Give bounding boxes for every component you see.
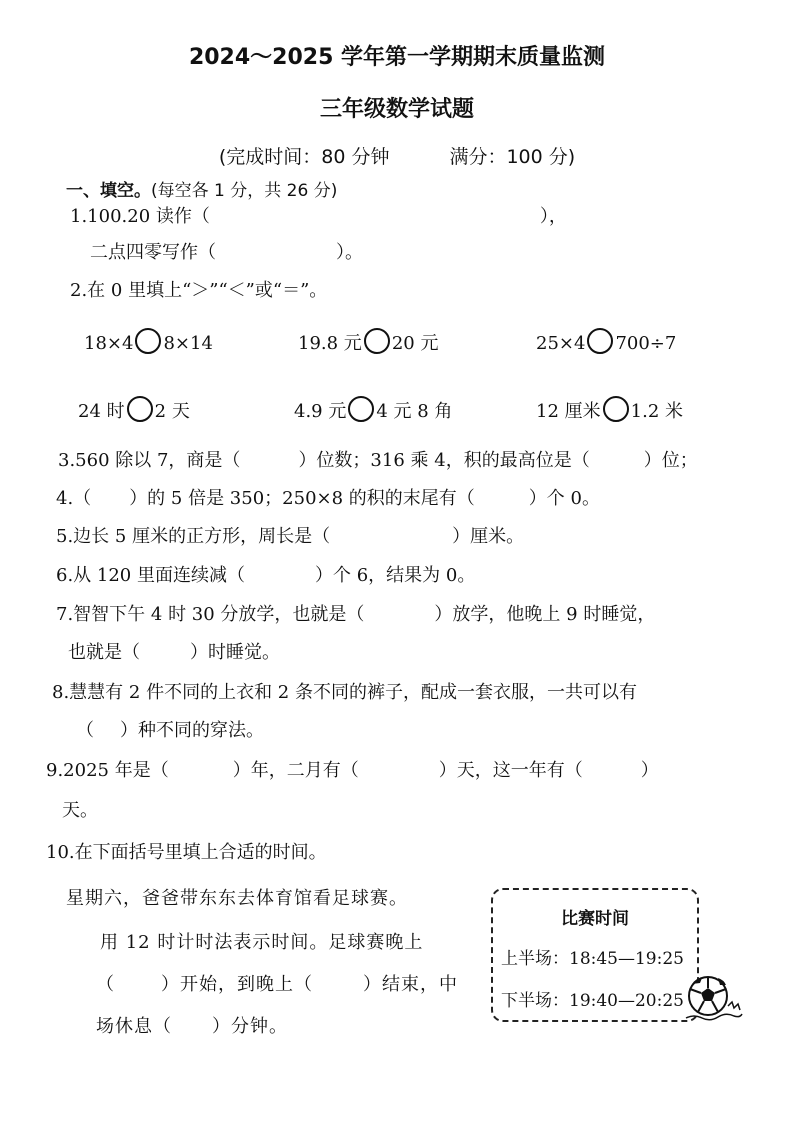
compare-circle[interactable]	[348, 396, 374, 422]
compare-circle[interactable]	[127, 396, 153, 422]
question-10: 10.在下面括号里填上合适的时间。	[46, 842, 327, 863]
compare-item	[536, 328, 676, 355]
q7-text-b: ）放学，他晚上 9 时睡觉，	[434, 604, 656, 625]
q4-text-a: 4.（	[56, 488, 92, 509]
q5-text-a: 5.边长 5 厘米的正方形，周长是（	[56, 526, 331, 547]
compare-left: 25×4	[536, 333, 586, 354]
q3-text-a: 3.560 除以 7，商是（	[58, 450, 241, 471]
question-8: 8.慧慧有 2 件不同的上衣和 2 条不同的裤子，配成一套衣服，一共可以有	[52, 682, 637, 703]
story-line-1: 星期六，爸爸带东东去体育馆看足球赛。	[66, 888, 408, 909]
q8-text-b: （	[76, 720, 94, 741]
question-9	[46, 760, 659, 782]
question-7b	[68, 642, 280, 664]
exam-info	[0, 142, 794, 169]
q7-text-a: 7.智智下午 4 时 30 分放学，也就是（	[56, 604, 365, 625]
time-limit: (完成时间：80 分钟	[218, 146, 390, 168]
compare-right: 20 元	[391, 333, 439, 354]
q4-text-b: ）的 5 倍是 350；250×8 的积的末尾有（	[129, 488, 475, 509]
question-3	[58, 450, 698, 472]
compare-item	[294, 396, 452, 423]
question-6	[56, 565, 475, 587]
question-4	[56, 488, 600, 510]
compare-item	[78, 396, 190, 423]
story4-a: 场休息（	[96, 1016, 172, 1037]
compare-right: 700÷7	[615, 333, 677, 354]
question-1a	[70, 206, 567, 228]
story3-a: （	[96, 974, 115, 995]
story-line-4	[96, 1016, 288, 1038]
q4-text-c: ）个 0。	[528, 488, 600, 509]
q9-text-d: ）	[640, 760, 659, 781]
compare-left: 24 时	[78, 401, 125, 422]
q1a-text: 1.100.20 读作（	[70, 206, 210, 227]
compare-item	[536, 396, 683, 423]
section-note: (每空各 1 分，共 26 分)	[151, 181, 338, 201]
question-7	[56, 604, 655, 626]
match-time-box	[491, 888, 699, 1022]
q9-text-c: ）天，这一年有（	[438, 760, 583, 781]
compare-item	[298, 328, 438, 355]
q1b-end: ）。	[336, 242, 363, 263]
compare-right: 1.2 米	[630, 401, 683, 422]
compare-circle[interactable]	[135, 328, 161, 354]
compare-right: 4 元 8 角	[376, 401, 453, 422]
compare-item	[84, 328, 213, 355]
section-heading	[66, 180, 337, 202]
exam-title: 2024～2025 学年第一学期期末质量监测	[188, 45, 606, 70]
q5-text-b: ）厘米。	[452, 526, 525, 547]
compare-left: 19.8 元	[298, 333, 362, 354]
compare-circle[interactable]	[603, 396, 629, 422]
question-8b	[76, 720, 264, 742]
q7-text-d: ）时睡觉。	[190, 642, 280, 663]
q1b-text: 二点四零写作（	[90, 242, 216, 263]
compare-circle[interactable]	[364, 328, 390, 354]
q3-text-c: ）位；	[643, 450, 698, 471]
q9-text-a: 9.2025 年是（	[46, 760, 169, 781]
compare-left: 4.9 元	[294, 401, 347, 422]
q3-text-b: ）位数；316 乘 4，积的最高位是（	[298, 450, 590, 471]
story3-b: ）开始，到晚上（	[161, 974, 313, 995]
exam-subtitle: 三年级数学试题	[319, 97, 474, 122]
q1a-end: ），	[539, 206, 567, 227]
compare-left: 18×4	[84, 333, 134, 354]
question-9b: 天。	[62, 800, 98, 821]
compare-circle[interactable]	[587, 328, 613, 354]
second-half-time: 下半场：19:40—20:25	[501, 991, 684, 1011]
q9-text-b: ）年，二月有（	[232, 760, 359, 781]
section-title: 一、填空。	[66, 181, 151, 201]
compare-right: 2 天	[154, 401, 190, 422]
compare-right: 8×14	[163, 333, 213, 354]
full-score: 满分：100 分)	[449, 146, 576, 168]
question-5	[56, 526, 524, 548]
question-1b	[90, 242, 363, 264]
story4-b: ）分钟。	[212, 1016, 288, 1037]
story3-c: ）结束，中	[363, 974, 458, 995]
match-time-title: 比赛时间	[561, 909, 629, 929]
q6-text-b: ）个 6，结果为 0。	[314, 565, 476, 586]
story-line-3	[96, 974, 458, 996]
q7-text-c: 也就是（	[68, 642, 140, 663]
soccer-ball-icon	[684, 972, 744, 1024]
question-2: 2.在 0 里填上“＞”“＜”或“＝”。	[70, 280, 328, 301]
q8-text-c: ）种不同的穿法。	[120, 720, 264, 741]
story-line-2: 用 12 时计时法表示时间。足球赛晚上	[100, 932, 424, 953]
q6-text-a: 6.从 120 里面连续减（	[56, 565, 245, 586]
first-half-time: 上半场：18:45—19:25	[501, 949, 684, 969]
compare-left: 12 厘米	[536, 401, 601, 422]
